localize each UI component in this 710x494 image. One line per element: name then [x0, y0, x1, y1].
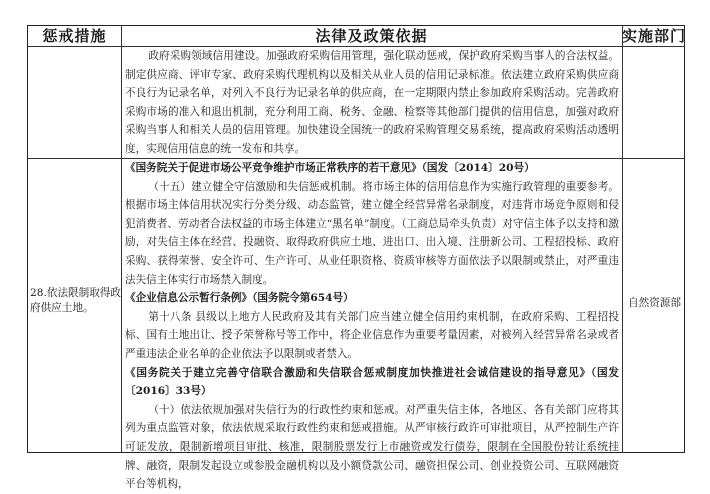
measure-cell: 28.依法限制取得政府供应土地。: [30, 287, 122, 314]
header-measure: 惩戒措施: [42, 27, 107, 45]
column-divider-left: [121, 26, 122, 452]
procurement-credit-paragraph: 政府采购领域信用建设。加强政府采购信用管理，强化联动惩戒，保护政府采购当事人的合法权益。制定供应商、评审专家、政府采购代理机构以及相关从业人员的信用记录标准。依法建立政府采购供应商不良行为记录名单，对列入不良行为记录名单的供应商，在一定期限内禁止参加政府采购活动。完善政府采购市场的准入和退出机制，充分利用工商、税务、金融、检察等其他部门提供的信用信息，加强对政府采购当事人和相关人员的信用管理。加快建设全国统一的政府采购管理交易系统，提高政府采购活动透明度，实现信用信息的统一发布和共享。: [125, 50, 619, 155]
header-department: 实施部门: [622, 27, 687, 45]
top-row-cell: [125, 47, 619, 159]
legal-basis-cell: [125, 159, 619, 494]
department-cell: 自然资源部: [628, 297, 681, 309]
doc1-text: （十五）建立健全守信激励和失信惩戒机制。将市场主体的信用信息作为实施行政管理的重要参考。根据市场主体信用状况实行分类分级、动态监管，建立健全经营异常名录制度，对违背市场竞争原则和侵犯消费者、劳动者合法权益的市场主体建立“黑名单”制度。（工商总局牵头负责）对守信主体予以支持和激励，对失信主体在经营、投融资、取得政府供应土地、进出口、出入境、注册新公司、工程招投标、政府采购、获得荣誉、安全许可、生产许可、从业任职资格、资质审核等方面依法予以限制或禁止，对严重违法失信主体实行市场禁入制度。: [125, 180, 619, 286]
doc1-title: 《国务院关于促进市场公平竞争维护市场正常秩序的若干意见》（国发〔2014〕20号）: [125, 162, 535, 174]
doc2-title: 《企业信息公示暂行条例》（国务院令第654号）: [125, 292, 354, 305]
column-divider-right: [622, 26, 623, 452]
policy-table: [27, 25, 687, 491]
doc2-text: 第十八条 县级以上地方人民政府及其有关部门应当建立健全信用约束机制，在政府采购、工程招投标、国有土地出让、授予荣誉称号等工作中，将企业信息作为重要考量因素，对被列入经营异常名录或者严重违法企业名单的企业依法予以限制或者禁入。: [125, 310, 619, 360]
doc3-text: （十）依法依规加强对失信行为的行政性约束和惩戒。对严重失信主体，各地区、各有关部门应将其列为重点监管对象，依法依规采取行政性约束和惩戒措施。从严审核行政许可审批项目，从严控制生产许可证发放，限制新增项目审批、核准，限制股票发行上市融资或发行债券，限制在全国股份转让系统挂牌、融资，限制发起设立或参股金融机构以及小额贷款公司、融资担保公司、创业投资公司、互联网融资平台等机构，: [125, 403, 619, 491]
doc3-title: 《国务院关于建立完善守信联合激励和失信联合惩戒制度加快推进社会诚信建设的指导意见》（国发〔2016〕33号）: [125, 366, 619, 398]
header-legal-basis: 法律及政策依据: [315, 27, 428, 45]
